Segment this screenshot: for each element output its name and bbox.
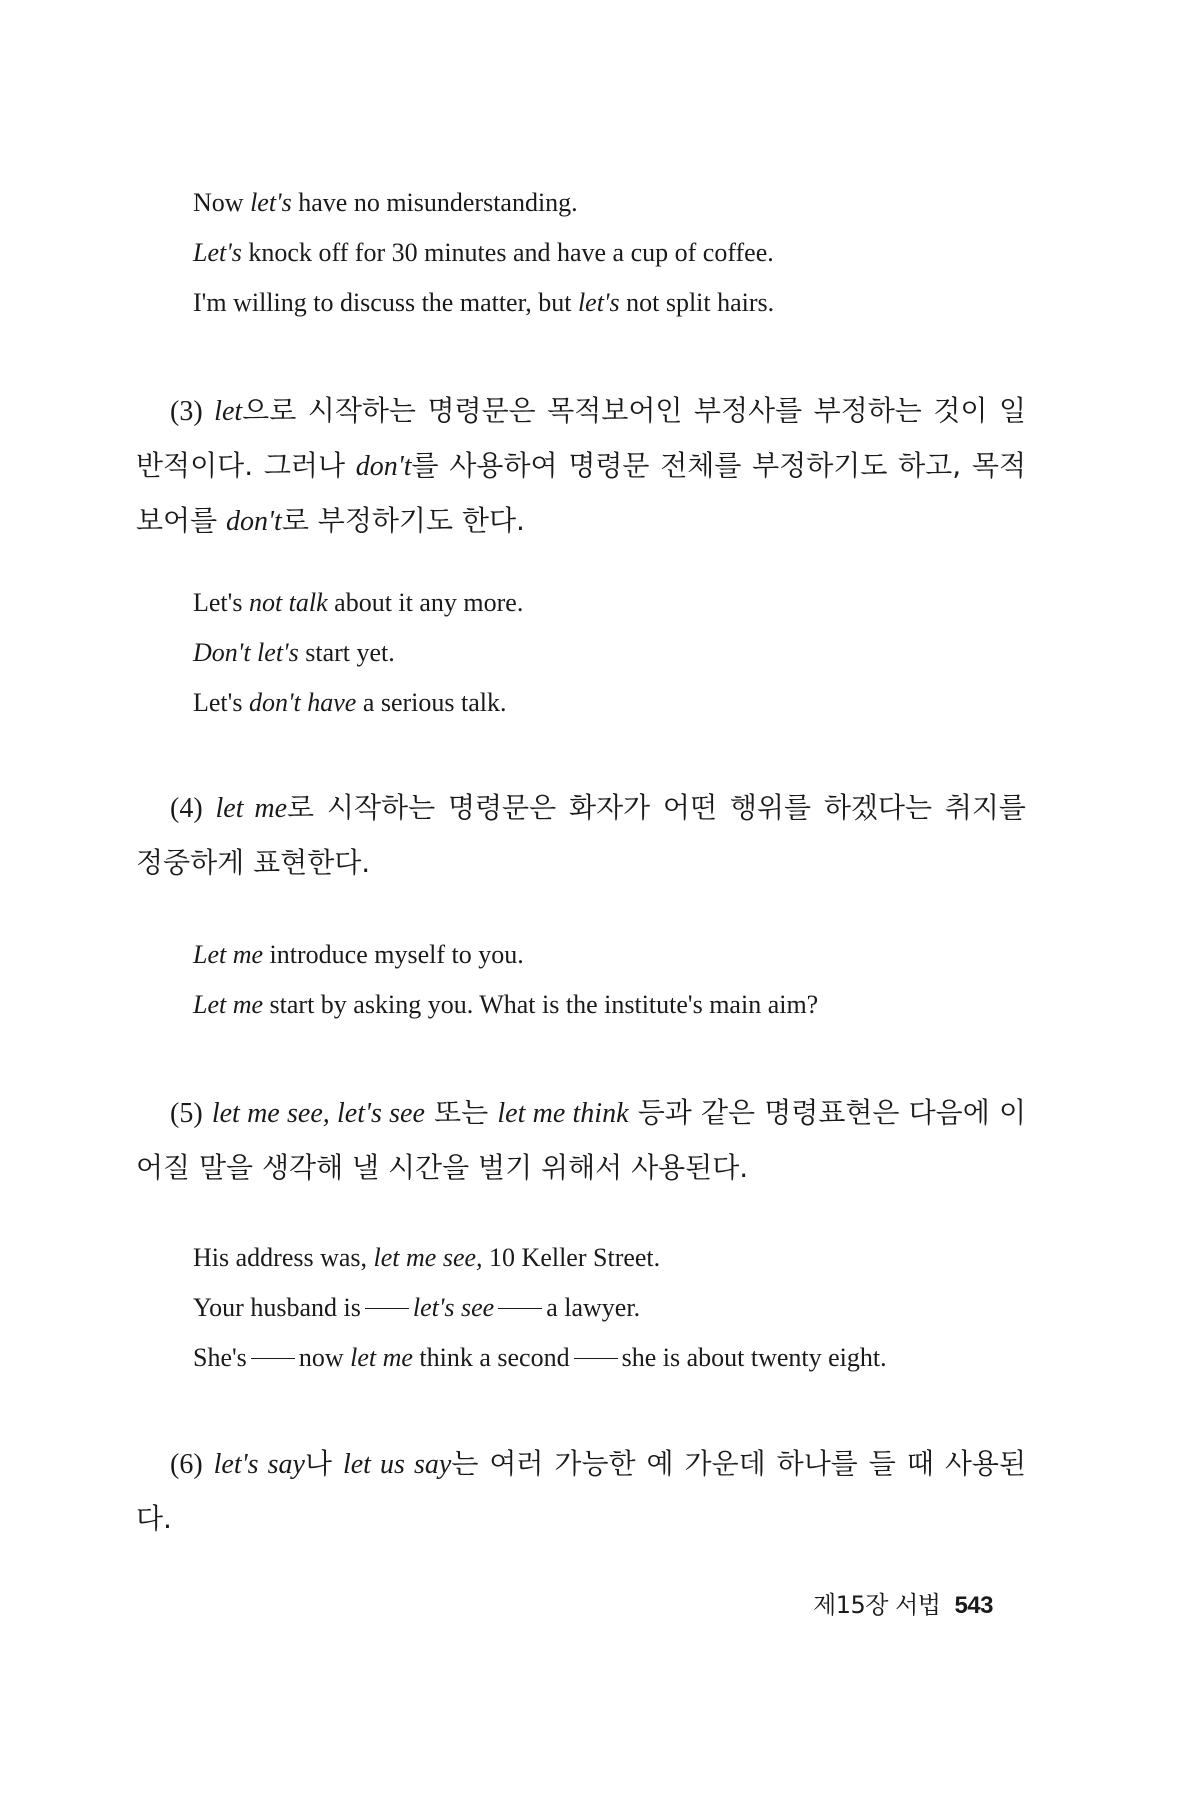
- example-sentence: Let's not talk about it any more.: [193, 588, 524, 617]
- section-number: (5): [170, 1098, 203, 1129]
- explanation-paragraph-6: (6) let's say나 let us say는 여러 가능한 예 가운데 하나를 들 때 사용된다.: [136, 1447, 1026, 1535]
- chapter-title: 제15장 서법: [813, 1591, 941, 1619]
- example-sentence: Let me start by asking you. What is the institute's main aim?: [193, 990, 819, 1019]
- example-block-4: [193, 930, 1093, 1030]
- example-sentence: Let's don't have a serious talk.: [193, 688, 507, 717]
- page-footer: [813, 1585, 993, 1620]
- em-dash: [365, 1308, 409, 1309]
- explanation-paragraph-5: (5) let me see, let's see 또는 let me think 등과 같은 명령표현은 다음에 이어질 말을 생각해 낼 시간을 벌기 위해서 사용된다.: [136, 1096, 1026, 1184]
- em-dash: [498, 1308, 542, 1309]
- explanation-paragraph-3: (3) let으로 시작하는 명령문은 목적보어인 부정사를 부정하는 것이 일반적이다. 그러나 don't를 사용하여 명령문 전체를 부정하기도 하고, 목적보어를 don't로 부정하기도 한다.: [136, 394, 1026, 537]
- example-sentence: Don't let's start yet.: [193, 638, 395, 667]
- example-sentence: Let's knock off for 30 minutes and have a cup of coffee.: [193, 238, 774, 267]
- em-dash: [251, 1358, 295, 1359]
- explanation-paragraph-4: (4) let me로 시작하는 명령문은 화자가 어떤 행위를 하겠다는 취지를 정중하게 표현한다.: [136, 791, 1026, 879]
- section-number: (4): [170, 793, 203, 824]
- example-sentence: Let me introduce myself to you.: [193, 940, 524, 969]
- section-number: (3): [170, 396, 203, 427]
- example-sentence: His address was, let me see, 10 Keller Street.: [193, 1243, 661, 1272]
- example-block-5: [193, 1233, 1093, 1383]
- example-block-3: [193, 578, 1093, 728]
- example-sentence: Now let's have no misunderstanding.: [193, 188, 578, 217]
- section-number: (6): [170, 1449, 203, 1480]
- example-block-1: [193, 178, 1093, 328]
- example-sentence: I'm willing to discuss the matter, but let's not split hairs.: [193, 288, 775, 317]
- page-number: 543: [954, 1592, 993, 1619]
- example-sentence: Your husband is let's see a lawyer.: [193, 1293, 641, 1322]
- example-sentence: She's now let me think a second she is about twenty eight.: [193, 1343, 887, 1372]
- em-dash: [574, 1358, 618, 1359]
